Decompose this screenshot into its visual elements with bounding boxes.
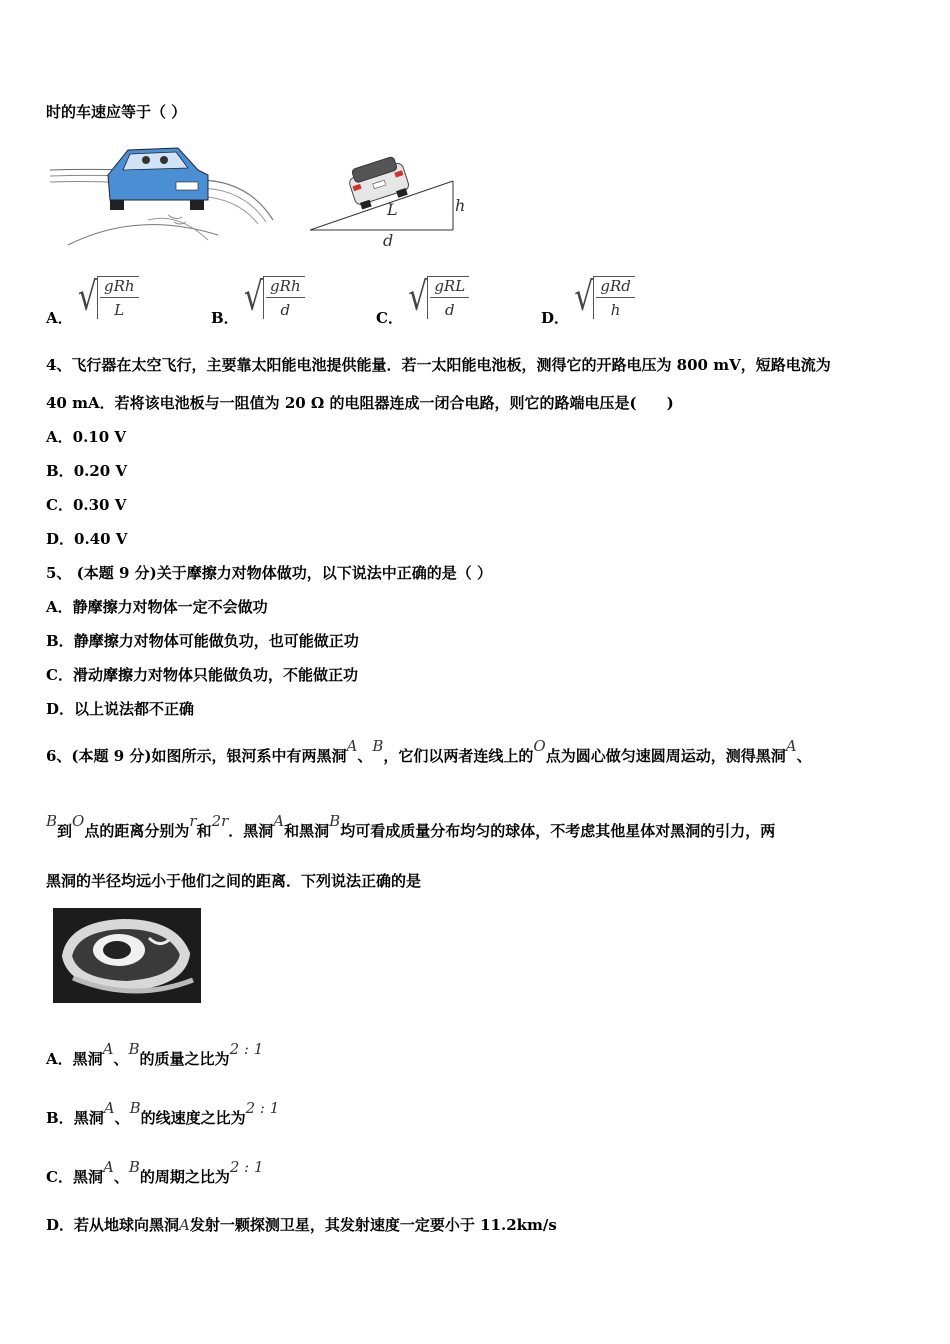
car-turning-illustration (48, 140, 278, 250)
q4-stem-line2: 40 mA．若将该电池板与一阻值为 20 Ω 的电阻器连成一闭合电路，则它的路端电压是( ) (46, 394, 674, 412)
sqrt-expression: √ $\frac{\text{gRd}}{h}$ (574, 276, 635, 319)
q4-option-c[interactable]: C．0.30 V (46, 496, 127, 514)
q6-stem-line1: 6、(本题 9 分)如图所示，银河系中有两黑洞A、B，它们以两者连线上的O点为圆心做匀速圆周运动，测得黑洞A、 (46, 737, 812, 765)
sqrt-expression: √ $\frac{\text{gRL}}{d}$ (408, 276, 469, 319)
q5-option-b[interactable]: B．静摩擦力对物体可能做负功，也可能做正功 (46, 632, 359, 650)
q6-option-a[interactable]: A．黑洞A、B的质量之比为2 : 1 (46, 1040, 264, 1068)
incline-label-h: h (455, 196, 466, 215)
sqrt-expression: √ $\frac{\text{gRh}}{d}$ (244, 276, 305, 319)
q3-option-b[interactable]: B． √ $\frac{\text{gRh}}{d}$ (211, 270, 305, 313)
q6-stem-line3: 黑洞的半径均远小于他们之间的距离．下列说法正确的是 (46, 872, 422, 890)
q6-option-b[interactable]: B．黑洞A、B的线速度之比为2 : 1 (46, 1099, 280, 1127)
q4-option-d[interactable]: D．0.40 V (46, 530, 128, 548)
q4-option-a[interactable]: A．0.10 V (46, 428, 127, 446)
sqrt-expression: √ $\frac{\text{gRh}}{L}$ (78, 276, 139, 319)
q6-option-c[interactable]: C．黑洞A、B的周期之比为2 : 1 (46, 1158, 264, 1186)
q3-stem-tail: 时的车速应等于（ ） (46, 103, 187, 121)
incline-label-d: d (383, 231, 394, 250)
incline-label-L: L (387, 200, 398, 219)
q3-option-c[interactable]: C． √ $\frac{\text{gRL}}{d}$ (376, 270, 469, 313)
q5-stem: 5、 (本题 9 分)关于摩擦力对物体做功，以下说法中正确的是（ ） (46, 564, 492, 582)
q5-option-d[interactable]: D．以上说法都不正确 (46, 700, 195, 718)
black-hole-image (53, 908, 201, 1003)
q5-option-a[interactable]: A．静摩擦力对物体一定不会做功 (46, 598, 268, 616)
q3-option-a[interactable]: A． √ $\frac{\text{gRh}}{L}$ (46, 270, 139, 313)
q5-option-c[interactable]: C．滑动摩擦力对物体只能做负功，不能做正功 (46, 666, 358, 684)
q3-option-d[interactable]: D． √ $\frac{\text{gRd}}{h}$ (541, 270, 635, 313)
q4-option-b[interactable]: B．0.20 V (46, 462, 128, 480)
q6-option-d[interactable]: D．若从地球向黑洞A发射一颗探测卫星，其发射速度一定要小于 11.2km/s (46, 1216, 557, 1234)
q6-stem-line2: B到O点的距离分别为r和2r．黑洞A和黑洞B均可看成质量分布均匀的球体，不考虑其他星体对黑洞的引力，两 (46, 812, 776, 840)
q4-stem-line1: 4、飞行器在太空飞行，主要靠太阳能电池提供能量．若一太阳能电池板，测得它的开路电压为 800 mV，短路电流为 (46, 356, 831, 374)
